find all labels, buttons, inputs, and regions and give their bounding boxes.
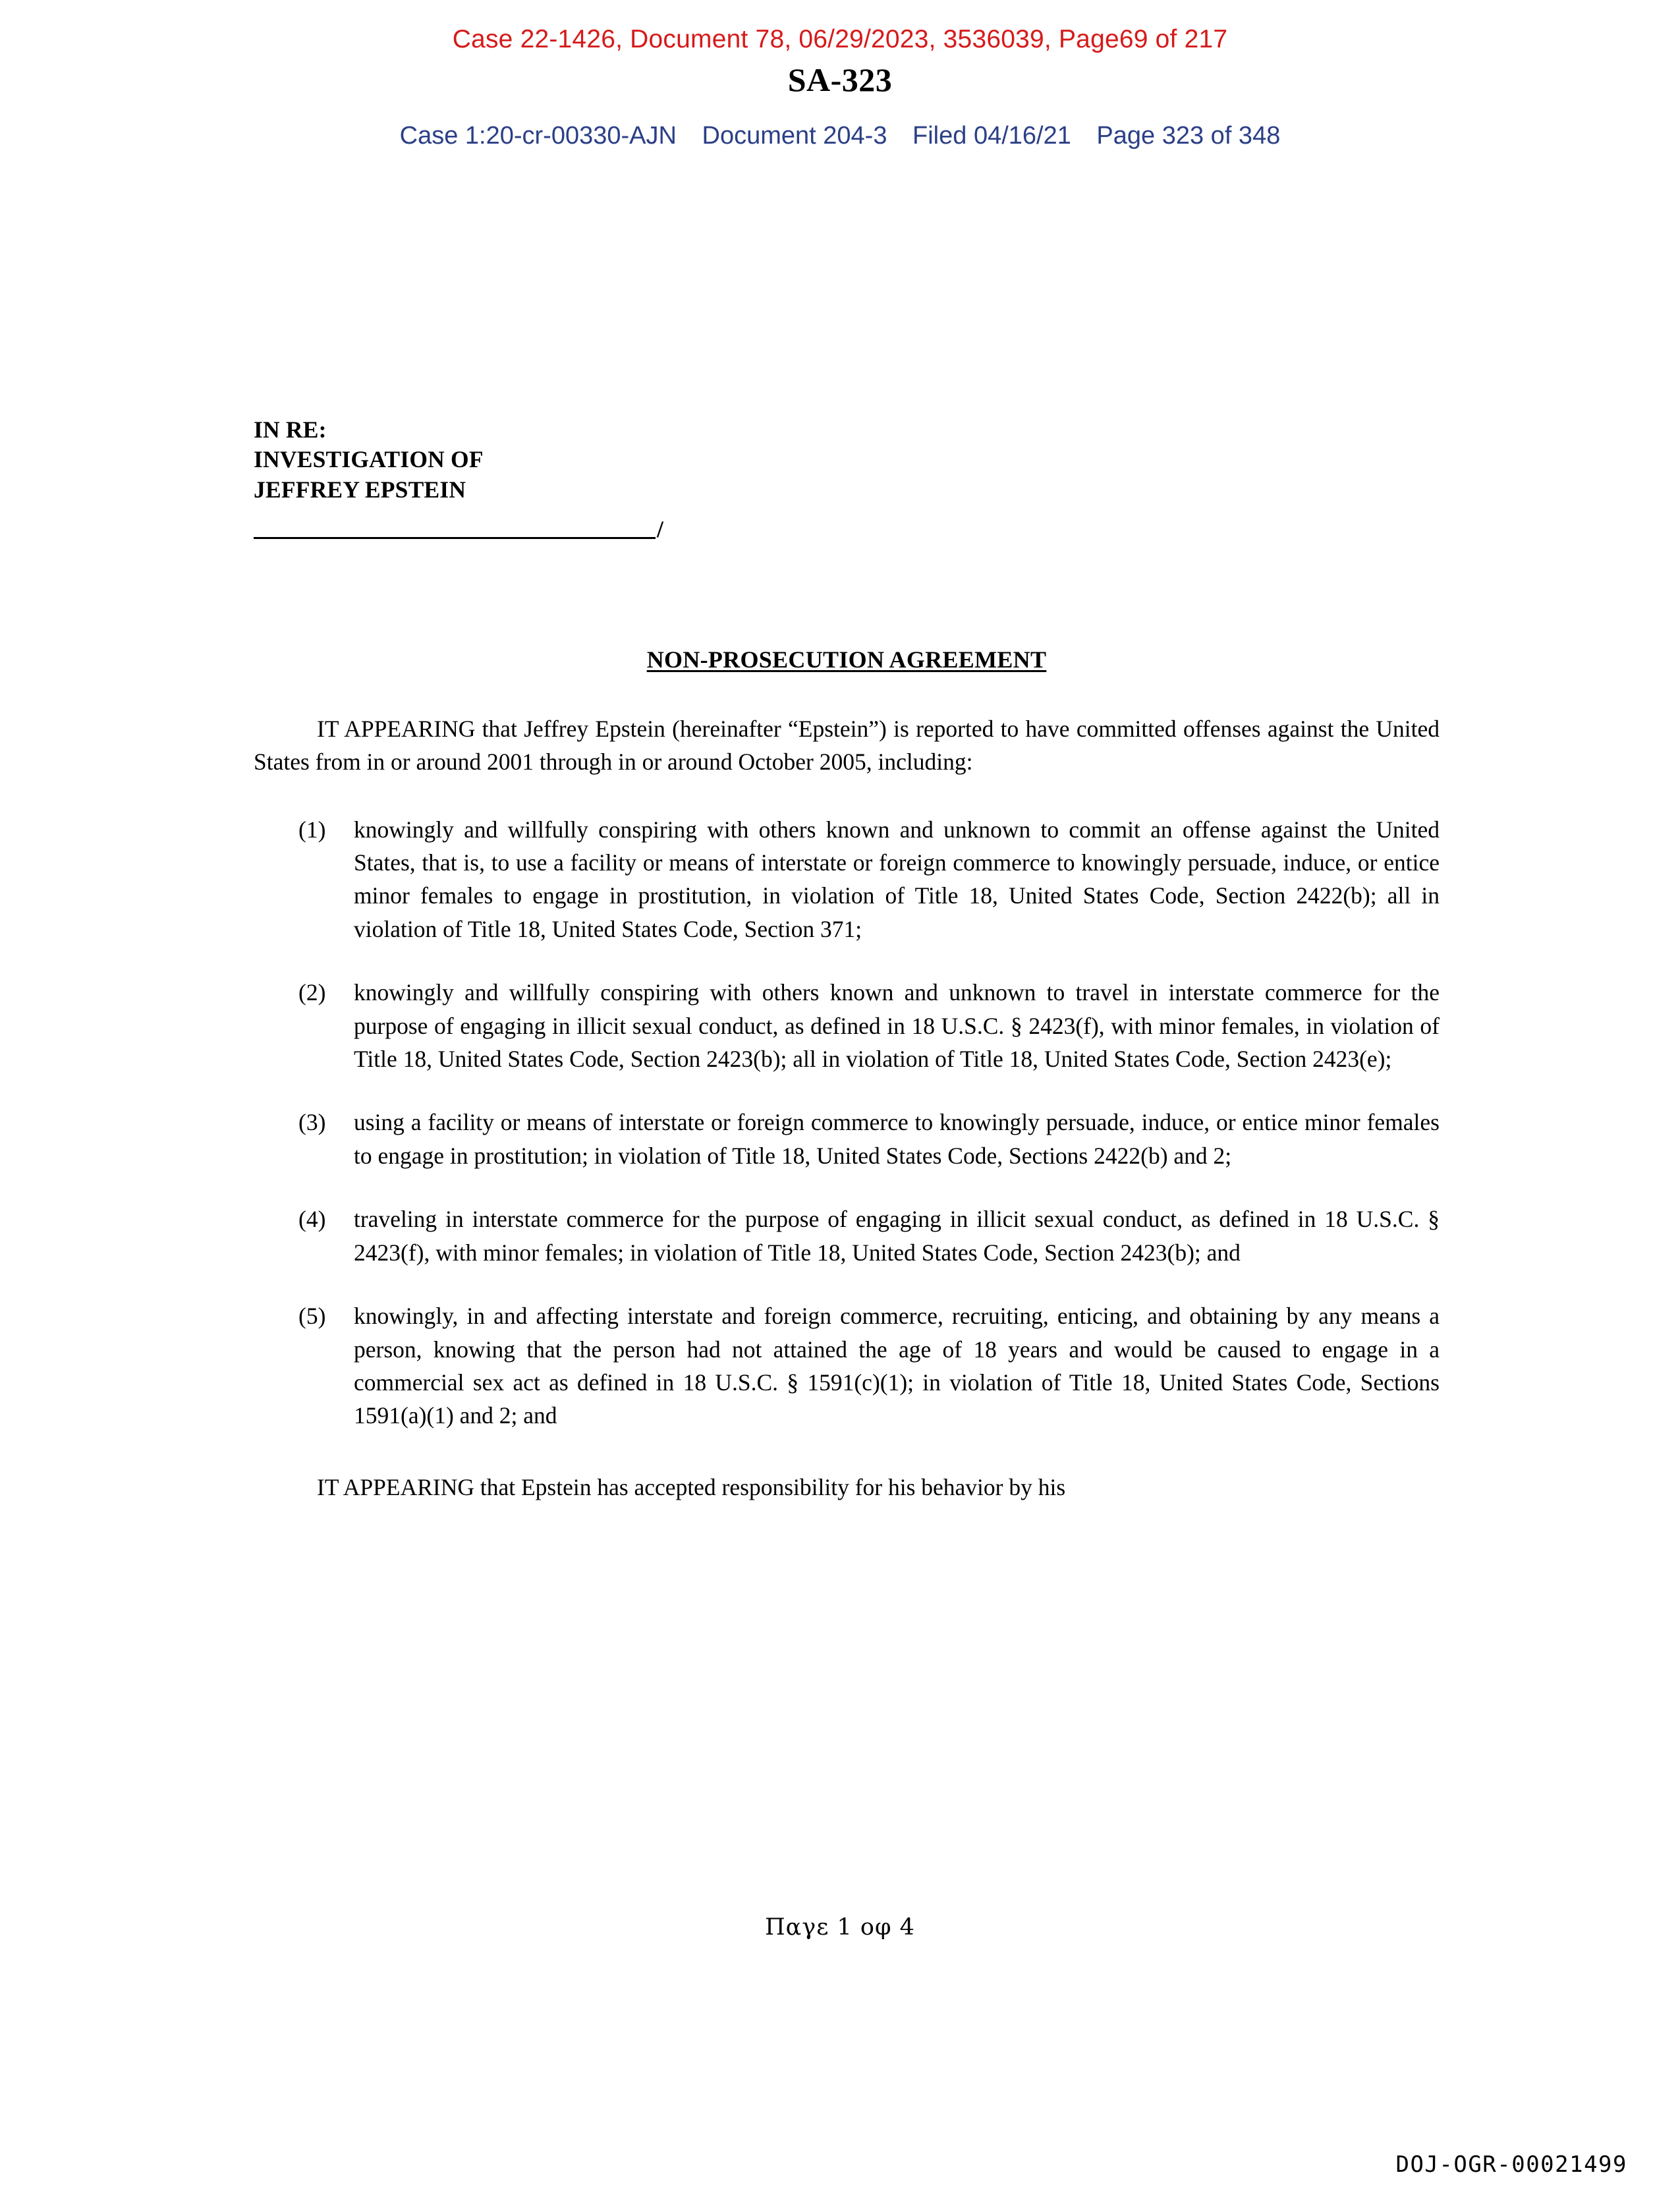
- list-item: [254, 1299, 1440, 1432]
- list-item: [254, 813, 1440, 946]
- list-item-number: (5): [298, 1303, 326, 1330]
- stamp-page-number: Page 323 of 348: [1096, 122, 1281, 150]
- list-item: [254, 1203, 1440, 1269]
- page-title: [254, 648, 1440, 671]
- document-body: [254, 415, 1440, 1504]
- case-caption: [254, 415, 1440, 543]
- list-item-text: knowingly and willfully conspiring with others known and unknown to commit an offense against the United States, that is, to use a facility or means of interstate or foreign commerce to knowingly persuade, induce, or entice minor females to engage in prostitution, in violation of Title 18, United States Code, Section 2422(b); all in violation of Title 18, United States Code, Section 371;: [354, 816, 1440, 942]
- offense-list: [254, 813, 1440, 1432]
- caption-line-3: JEFFREY EPSTEIN: [254, 476, 466, 503]
- page-title-text: NON-PROSECUTION AGREEMENT: [646, 646, 1047, 673]
- caption-line-1: IN RE:: [254, 416, 327, 443]
- list-item-number: (4): [298, 1206, 326, 1233]
- district-court-ecf-stamp: [0, 122, 1680, 150]
- stamp-document-number: Document 204-3: [702, 122, 887, 150]
- list-item: [254, 1106, 1440, 1172]
- special-appendix-page-number: SA-323: [787, 61, 893, 98]
- bates-number: DOJ-OGR-00021499: [1395, 2151, 1627, 2178]
- list-item-text: using a facility or means of interstate or foreign commerce to knowingly persuade, induce, or entice minor females to engage in prostitution; in violation of Title 18, United States Code, Sections 2422(b) and 2;: [354, 1109, 1440, 1169]
- list-item: [254, 976, 1440, 1075]
- caption-divider: [254, 515, 1440, 543]
- stamp-filed-date: Filed 04/16/21: [912, 122, 1071, 150]
- list-item-text: traveling in interstate commerce for the purpose of engaging in illicit sexual conduct, as defined in 18 U.S.C. § 2423(f), with minor females; in violation of Title 18, United States Code, Section 2423(b); and: [354, 1206, 1440, 1266]
- appellate-ecf-header-stamp: Case 22-1426, Document 78, 06/29/2023, 3536039, Page69 of 217: [452, 25, 1228, 53]
- list-item-number: (1): [298, 816, 326, 843]
- intro-paragraph: IT APPEARING that Jeffrey Epstein (hereinafter “Epstein”) is reported to have committed offenses against the United States from in or around 2001 through in or around October 2005, including:: [254, 715, 1440, 776]
- list-item-number: (2): [298, 979, 326, 1006]
- list-item-number: (3): [298, 1109, 326, 1136]
- stamp-case-number: Case 1:20-cr-00330-AJN: [399, 122, 677, 150]
- caption-rule-line: [254, 520, 656, 539]
- caption-line-2: INVESTIGATION OF: [254, 446, 484, 473]
- caption-rule-slash: /: [657, 516, 664, 543]
- closing-paragraph: IT APPEARING that Epstein has accepted responsibility for his behavior by his: [317, 1473, 1066, 1500]
- list-item-text: knowingly, in and affecting interstate and foreign commerce, recruiting, enticing, and obtaining by any means a person, knowing that the person had not attained the age of 18 years and would be caused to engage in a commercial sex act as defined in 18 U.S.C. § 1591(c)(1); in violation of Title 18, United States Code, Sections 1591(a)(1) and 2; and: [354, 1303, 1440, 1429]
- list-item-text: knowingly and willfully conspiring with others known and unknown to travel in interstate commerce for the purpose of engaging in illicit sexual conduct, as defined in 18 U.S.C. § 2423(f), with minor females, in violation of Title 18, United States Code, Section 2423(b); all in violation of Title 18, United States Code, Section 2423(e);: [354, 979, 1440, 1073]
- page-footer-label: Παγε 1 οφ 4: [765, 1914, 915, 1941]
